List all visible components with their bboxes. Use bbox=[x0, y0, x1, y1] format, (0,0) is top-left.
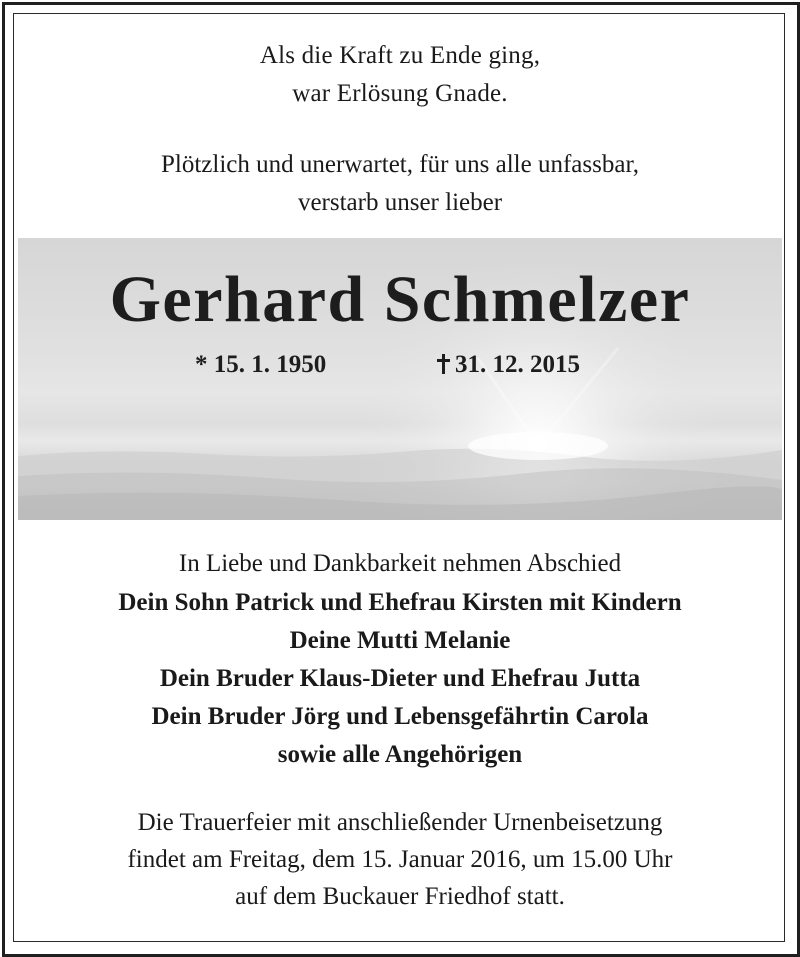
mourner-line: Dein Bruder Jörg und Lebensgefährtin Carola bbox=[151, 703, 649, 730]
service-line-3: auf dem Buckauer Friedhof statt. bbox=[235, 883, 565, 910]
mourner-line: Dein Bruder Klaus-Dieter und Ehefrau Jutta bbox=[159, 665, 641, 692]
birth-date: * 15. 1. 1950 bbox=[195, 351, 327, 378]
death-date: 31. 12. 2015 bbox=[455, 351, 580, 378]
intro-line-1: Plötzlich und unerwartet, für uns alle unfassbar, bbox=[160, 151, 640, 178]
farewell-line: In Liebe und Dankbarkeit nehmen Abschied bbox=[178, 550, 622, 577]
mourner-line: Deine Mutti Melanie bbox=[289, 627, 511, 654]
verse-line-2: war Erlösung Gnade. bbox=[292, 80, 508, 107]
death-date-group bbox=[437, 351, 580, 379]
mourner-line: Dein Sohn Patrick und Ehefrau Kirsten mit Kindern bbox=[118, 589, 682, 616]
intro-line-2: verstarb unser lieber bbox=[297, 189, 503, 216]
cross-icon bbox=[437, 354, 449, 374]
service-line-2: findet am Freitag, dem 15. Januar 2016, um 15.00 Uhr bbox=[127, 846, 673, 873]
mourner-line: sowie alle Angehörigen bbox=[277, 741, 523, 768]
verse-line-1: Als die Kraft zu Ende ging, bbox=[259, 42, 541, 69]
deceased-name: Gerhard Schmelzer bbox=[109, 263, 691, 336]
service-line-1: Die Trauerfeier mit anschließender Urnenbeisetzung bbox=[137, 809, 663, 836]
